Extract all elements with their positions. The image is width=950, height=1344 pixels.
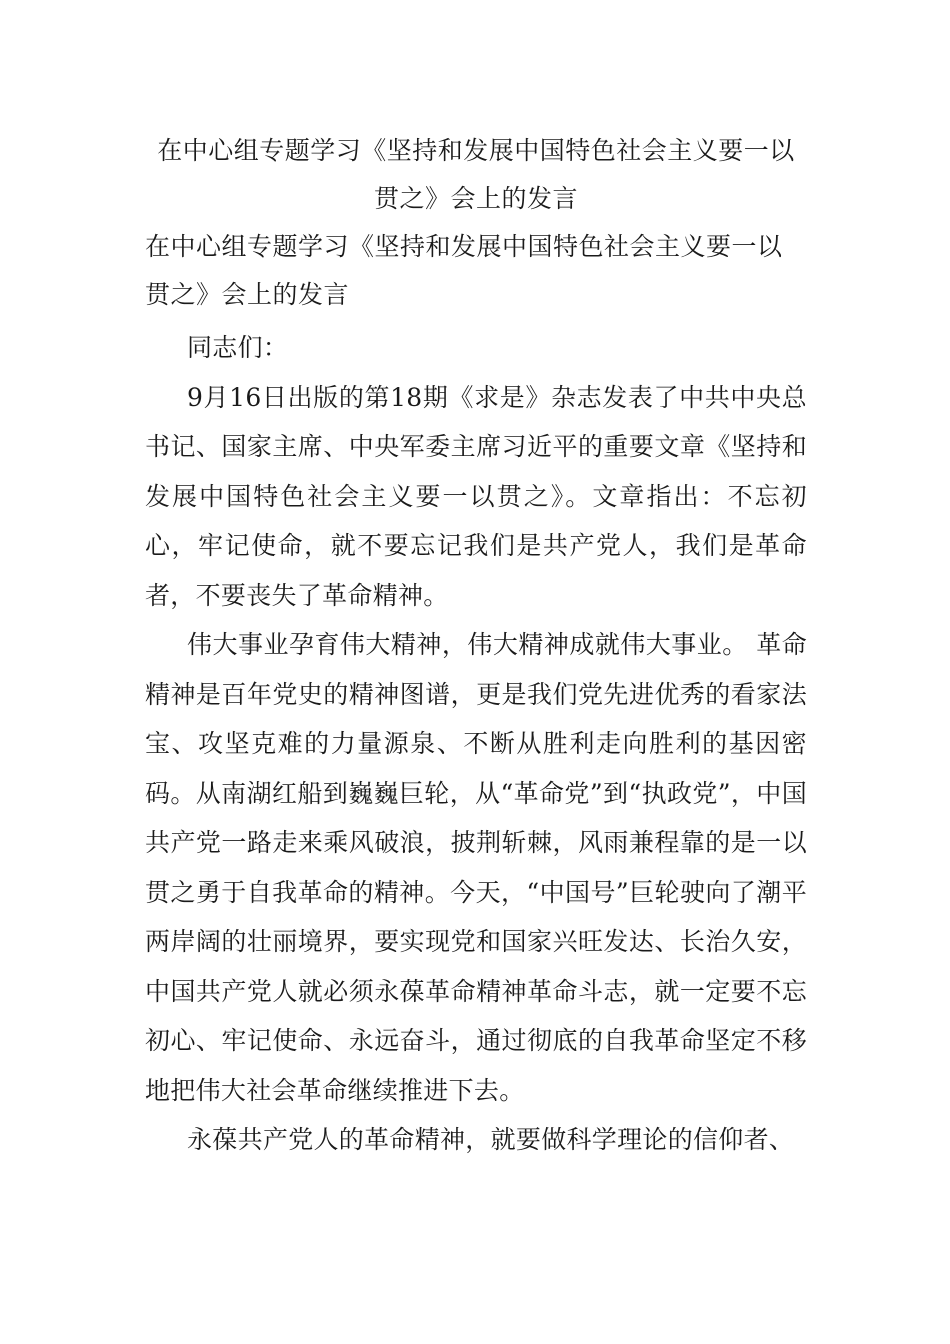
salutation: 同志们： (187, 333, 289, 362)
paragraph-3: 永葆共产党人的革命精神，就要做科学理论的信仰者、 (187, 1125, 795, 1154)
paragraph-2: 伟大事业孕育伟大精神，伟大精神成就伟大事业。 革命精神是百年党史的精神图谱，更是我们党先进优秀的看家法宝、攻坚克难的力量源泉、不断从胜利走向胜利的基因密码。从南湖红船到巍巍巨轮，从“革命党”到“执政党”，中国共产党一路走来乘风破浪，披荆斩棘，风雨兼程靠的是一以贯之勇于自我革命的精神。今天，“中国号”巨轮驶向了潮平两岸阔的壮丽境界，要实现党和国家兴旺发达、长治久安，中国共产党人就必须永葆革命精神革命斗志，就一定要不忘初心、牢记使命、永远奋斗，通过彻底的自我革命坚定不移地把伟大社会革命继续推进下去。 (145, 630, 807, 1105)
document-title: 在中心组专题学习《坚持和发展中国特色社会主义要一以贯之》会上的发言 (157, 136, 795, 213)
document-title-repeat: 在中心组专题学习《坚持和发展中国特色社会主义要一以贯之》会上的发言 (145, 232, 783, 309)
paragraph-1: 9月16日出版的第18期《求是》杂志发表了中共中央总书记、国家主席、中央军委主席习近平的重要文章《坚持和发展中国特色社会主义要一以贯之》。文章指出：不忘初心，牢记使命，就不要忘记我们是共产党人，我们是革命者，不要丧失了革命精神。 (145, 382, 807, 610)
document-body (145, 127, 807, 1165)
